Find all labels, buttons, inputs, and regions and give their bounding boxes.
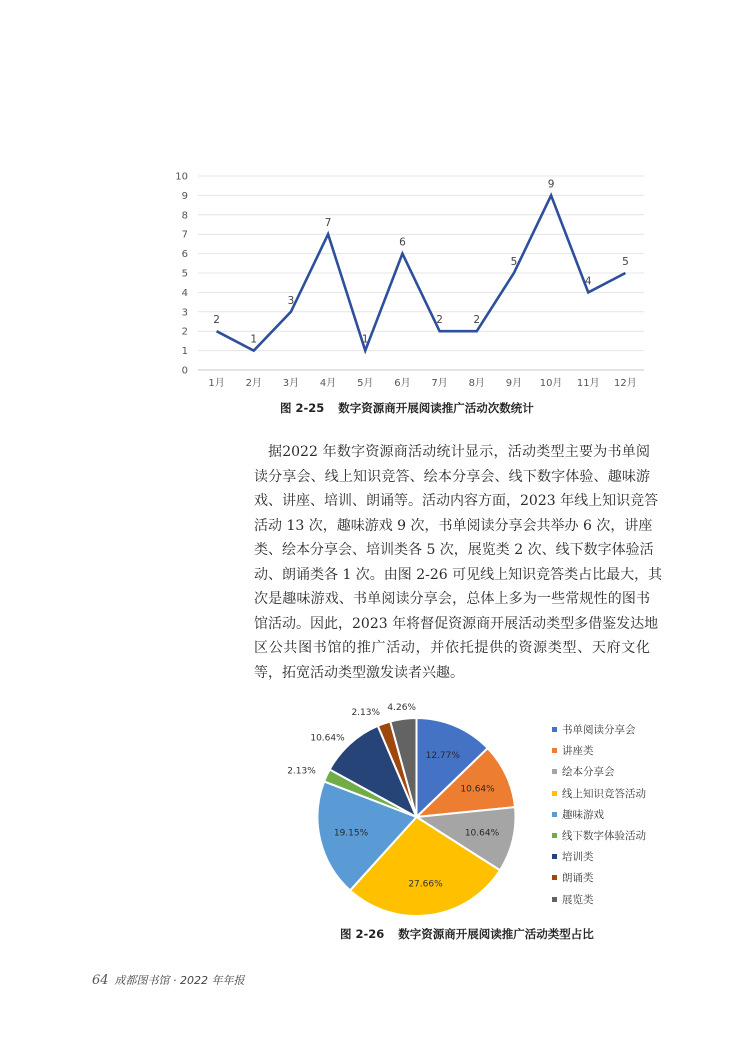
paragraph-line: 据2022 年数字资源商活动统计显示，活动类型主要为书单阅 (268, 444, 650, 460)
data-label: 9 (547, 178, 555, 191)
pie-data-label: 19.15% (333, 828, 369, 839)
legend-swatch (552, 854, 557, 859)
legend-label: 展览类 (562, 893, 594, 906)
data-labels (213, 178, 629, 345)
legend-label: 书单阅读分享会 (562, 724, 636, 737)
data-label: 6 (399, 236, 406, 249)
caption-title: 数字资源商开展阅读推广活动类型占比 (398, 927, 594, 941)
pie-data-label: 12.77% (425, 751, 460, 762)
legend-swatch (552, 791, 557, 796)
y-tick-label: 7 (181, 229, 188, 241)
legend-item (552, 783, 672, 804)
caption-number: 图 2-25 (280, 401, 325, 415)
legend-item (552, 825, 672, 846)
x-tick-label: 2月 (245, 378, 262, 389)
legend-label: 绘本分享会 (562, 766, 615, 779)
legend-swatch (552, 727, 557, 732)
paragraph-line: 馆活动。因此，2023 年将督促资源商开展活动类型多借鉴发达地 (254, 615, 659, 632)
paragraph-line: 戏、讲座、培训、朗诵等。活动内容方面，2023 年线上知识竞答 (254, 493, 659, 509)
paragraph-line: 次是趣味游戏、书单阅读分享会，总体上多为一些常规性的图书 (254, 591, 650, 607)
paragraph-line: 类、绘本分享会、培训类各 5 次，展览类 2 次、线下数字体验活 (254, 542, 654, 558)
legend-label: 培训类 (562, 851, 594, 864)
legend-swatch (552, 748, 557, 753)
x-tick-label: 3月 (282, 378, 300, 389)
paragraph-line: 区公共图书馆的推广活动，并依托提供的资源类型、天府文化 (254, 640, 650, 656)
y-tick-label: 9 (181, 190, 188, 202)
legend-item (552, 804, 672, 825)
legend-item (552, 846, 672, 867)
pie-chart (287, 700, 550, 920)
caption-title: 数字资源商开展阅读推广活动次数统计 (338, 401, 534, 415)
gridlines (198, 176, 644, 370)
pie-data-label: 2.13% (287, 766, 316, 777)
pie-legend (552, 719, 672, 910)
data-label: 2 (213, 314, 220, 327)
x-tick-label: 4月 (319, 378, 337, 389)
legend-label: 线下数字体验活动 (562, 830, 646, 843)
figure-caption-2-26 (340, 926, 594, 942)
legend-swatch (552, 769, 557, 774)
x-tick-label: 10月 (539, 378, 563, 389)
x-tick-label: 1月 (208, 378, 225, 389)
y-tick-label: 0 (181, 365, 188, 377)
x-tick-label: 11月 (576, 378, 600, 389)
y-tick-label: 8 (181, 210, 188, 222)
x-tick-label: 5月 (357, 378, 374, 389)
data-label: 1 (250, 333, 258, 346)
x-tick-label: 12月 (614, 378, 637, 389)
legend-item (552, 761, 672, 782)
pie-data-label: 4.26% (387, 702, 416, 713)
page-footer (92, 972, 245, 988)
legend-item (552, 867, 672, 888)
data-label: 2 (473, 314, 481, 327)
paragraph-line: 等，拓宽活动类型激发读者兴趣。 (254, 664, 464, 681)
x-tick-label: 7月 (431, 378, 448, 389)
pie-data-label: 10.64% (460, 784, 495, 795)
y-tick-label: 6 (181, 249, 188, 261)
legend-label: 趣味游戏 (562, 808, 604, 821)
pie-data-label: 27.66% (408, 879, 443, 890)
legend-label: 朗诵类 (562, 872, 594, 885)
pie-data-label: 10.64% (464, 828, 500, 839)
legend-item (552, 889, 672, 910)
data-label: 5 (622, 256, 629, 268)
legend-label: 线上知识竞答活动 (562, 787, 646, 800)
footer-title: 成都图书馆 · 2022 年年报 (114, 974, 245, 987)
y-tick-label: 2 (181, 326, 188, 338)
data-label: 7 (324, 217, 332, 230)
pie-data-label: 2.13% (351, 708, 381, 719)
legend-item (552, 740, 672, 761)
paragraph-line: 读分享会、线上知识竞答、绘本分享会、线下数字体验、趣味游 (254, 468, 650, 485)
legend-swatch (552, 812, 557, 817)
y-tick-labels (175, 172, 188, 377)
data-label: 2 (436, 314, 443, 327)
data-label: 4 (584, 275, 592, 288)
y-tick-label: 10 (175, 171, 188, 183)
y-tick-label: 5 (181, 268, 188, 280)
body-paragraph (254, 440, 663, 685)
legend-item (552, 719, 672, 740)
x-tick-label: 8月 (468, 378, 485, 389)
legend-label: 讲座类 (562, 745, 594, 758)
y-tick-label: 1 (181, 346, 188, 358)
legend-swatch (552, 897, 557, 902)
line-chart (160, 160, 660, 400)
figure-caption-2-25 (280, 400, 534, 416)
legend-swatch (552, 833, 557, 838)
legend-swatch (552, 875, 557, 880)
x-tick-labels (208, 377, 636, 389)
data-label: 5 (510, 256, 518, 268)
data-label: 3 (287, 294, 295, 307)
x-tick-label: 9月 (505, 378, 523, 389)
page-number: 64 (92, 973, 109, 988)
y-tick-label: 3 (181, 307, 188, 319)
paragraph-line: 动、朗诵类各 1 次。由图 2-26 可见线上知识竞答类占比最大，其 (254, 566, 663, 583)
pie-data-label: 10.64% (310, 733, 345, 744)
caption-number: 图 2-26 (340, 927, 385, 941)
paragraph-line: 活动 13 次，趣味游戏 9 次，书单阅读分享会共举办 6 次，讲座 (254, 517, 653, 534)
x-tick-label: 6月 (394, 378, 411, 389)
data-label: 1 (361, 333, 369, 346)
y-tick-label: 4 (181, 287, 188, 299)
